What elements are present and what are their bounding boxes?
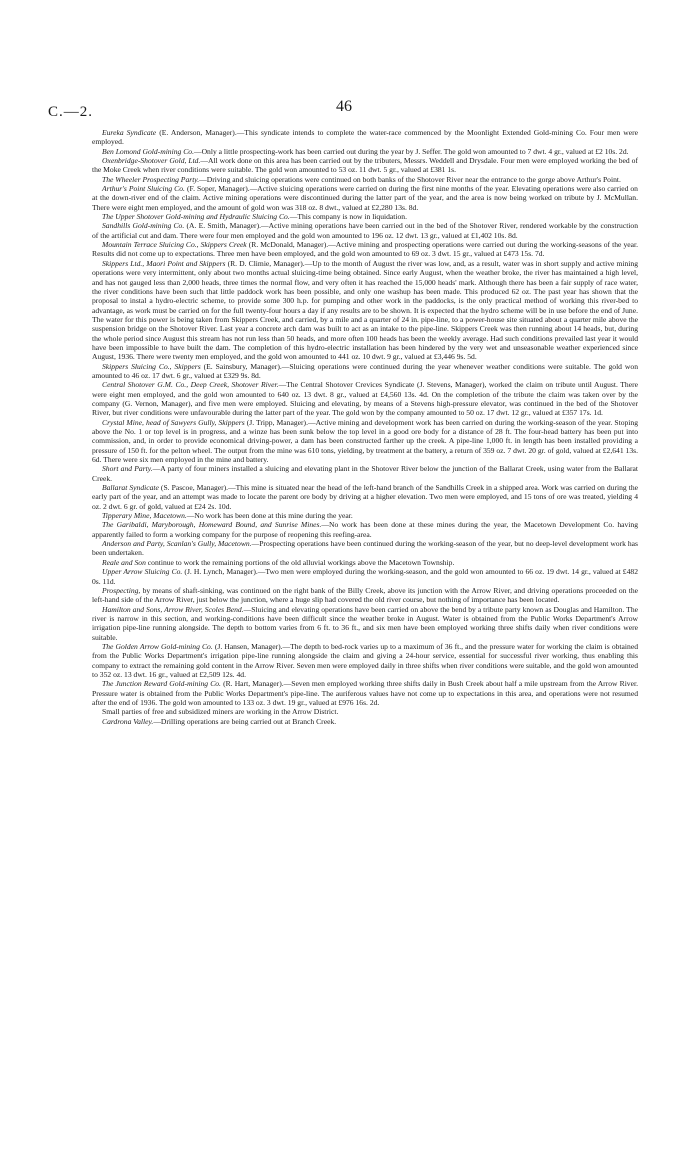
paragraph-text: —All work done on this area has been carried out by the tributers, Messrs. Weddell and Drysdale. Four men were employed working the bed of the Moke Creek when river conditions were suitable. The gold won amounted to 53 oz. 11 dwt. 5 gr., valued at £381 1s. xyxy=(92,156,638,175)
paragraph-text: Small parties of free and subsidized miners are working in the Arrow District. xyxy=(102,707,339,717)
paragraph xyxy=(92,567,638,586)
entity-name: Prospecting, xyxy=(102,585,141,595)
paragraph xyxy=(92,212,638,221)
paragraph-text: —No work has been done at these mines during the year, the Macetown Development Co. having apparently failed to form a working company for the purpose of reopening this reefing-area. xyxy=(92,520,639,539)
entity-name: Mountain Terrace Sluicing Co., Skippers Creek xyxy=(102,240,247,250)
paragraph xyxy=(92,156,638,175)
entity-name: The Golden Arrow Gold-mining Co. xyxy=(102,641,213,651)
paragraph xyxy=(92,464,638,483)
entity-name: Ben Lomond Gold-mining Co. xyxy=(102,146,194,156)
paragraph-text: —This company is now in liquidation. xyxy=(289,212,407,222)
paragraph-text: (E. Anderson, Manager).—This syndicate intends to complete the water-race commenced by the Moonlight Extended Gold-mining Co. Four men were employed. xyxy=(92,128,638,147)
entity-name: Eureka Syndicate xyxy=(102,128,157,137)
paragraph xyxy=(92,418,638,465)
paragraph xyxy=(92,483,638,511)
entity-name: The Wheeler Prospecting Party. xyxy=(102,174,200,184)
paragraph-text: (J. H. Lynch, Manager).—Two men were employed during the working-season, and the gold won amounted to 66 oz. 19 dwt. 14 gr., valued at £482 0s. 11d. xyxy=(92,567,638,586)
paragraph xyxy=(92,175,638,184)
entity-name: Reale and Son xyxy=(102,557,146,567)
paragraph-text: (A. E. Smith, Manager).—Active mining operations have been carried out in the bed of the Shotover River, rendered workable by the construction of the artificial cut and dam. There were four men employed and the gold won amounted to 196 oz. 12 dwt. 13 gr., valued at £1,402 10s. 8d. xyxy=(92,221,639,240)
paragraph xyxy=(92,240,638,259)
paragraph-text: (J. Hansen, Manager).—The depth to bed-rock varies up to a maximum of 36 ft., and the pressure water for working the claim is obtained from the Public Works Department's irrigation pipe-line running alongside the claim and giving a 24-hour service, essential for successful river working, thus enabling this company to extract the remaining gold content in the Arrow River. Seven men were employed daily in three shifts when river conditions were suitable, and the gold won amounted to 352 oz. 13 dwt. 16 gr., valued at £2,509 12s. 4d. xyxy=(92,641,638,679)
paragraph-text: by means of shaft-sinking, was continued on the right bank of the Billy Creek, above its junction with the Arrow River, and driving operations proceeded on the left-hand side of the Arrow River, just below the junction, where a huge slip had covered the old river course, but nothing of importance has been located. xyxy=(92,585,638,605)
paragraph-text: —Driving and sluicing operations were continued on both banks of the Shotover River near the entrance to the gorge above Arthur's Point. xyxy=(199,174,621,184)
paragraph xyxy=(92,147,638,156)
entity-name: Tipperary Mine, Macetown. xyxy=(102,511,187,521)
paragraph xyxy=(92,221,638,240)
paragraph-text: (R. Hart, Manager).—Seven men employed working three shifts daily in Bush Creek about half a mile upstream from the Arrow River. Pressure water is obtained from the Public Works Department's pipe-line. The auriferous values have not come up to expectations in this area, and operations were not resumed after the end of 1936. The gold won amounted to 133 oz. 3 dwt. 19 gr., valued at £976 16s. 2d. xyxy=(92,679,638,707)
paragraph xyxy=(92,259,638,362)
paragraph-text: (S. Pascoe, Manager).—This mine is situated near the head of the left-hand branch of the Sandhills Creek in a shipped area. Work was carried on during the early part of the year, and an attempt was made to locate the parent ore body by driving at a higher elevation. Two men were employed, and 15 tons of ore was treated, yielding 4 oz. 2 dwt. 6 gr. of gold, valued at £24 2s. 10d. xyxy=(92,483,639,511)
entity-name: Skippers Ltd., Maori Point and Skippers xyxy=(102,258,226,268)
paragraph-text: (R. McDonald, Manager).—Active mining and prospecting operations were carried out during the working-seasons of the year. Results did not come up to expectations. Three men have been employed, and the gold won amounted to 69 oz. 3 dwt. 15 gr., valued at £473 15s. 7d. xyxy=(92,240,638,259)
paragraph-text: —A party of four miners installed a sluicing and elevating plant in the Shotover River below the junction of the Ballarat Creek, using water from the Ballarat Creek. xyxy=(92,464,638,483)
entity-name: Ballarat Syndicate xyxy=(102,483,159,493)
paragraph xyxy=(92,558,638,567)
paragraph-text: (J. Tripp, Manager).—Active mining and development work has been carried on during the working-season of the year. Stoping above the No. 1 or top level is in progress, and a winze has been sunk below the top level in a good ore body for a distance of 28 ft. The four-head battery has been put into commission, and, in order to provide economical driving-power, a dam has been constructed farther up the creek. A pipe-line 1,000 ft. in length has been installed providing a pressure of 150 ft. for the pelton wheel. The output from the mine was 610 tons, yielding, by treatment at the battery, a return of 359 oz. 7 dwt. 20 gr. of gold, valued at £2,641 13s. 6d. There were six men employed in the mine and battery. xyxy=(92,417,638,465)
paragraph-text: —The Central Shotover Crevices Syndicate (J. Stevens, Manager), worked the claim on tribute until August. There were eight men employed, and the gold won amounted to 640 oz. 13 dwt. 8 gr., valued at £4,560 13s. 4d. On the completion of the tribute the claim was taken over by the company (G. Vernon, Manager), and five men were employed. Sluicing and elevating, by means of a Stevens high-pressure elevator, was continued in the bed of the Shotover River, but river conditions were unfavourable during the latter part of the year. The gold won by the company amounted to 50 oz. 17 dwt. 12 gr., valued at £357 17s. 1d. xyxy=(92,380,638,418)
paragraph xyxy=(92,707,638,716)
paragraph-text: (E. Sainsbury, Manager).—Sluicing operations were continued during the year whenever weather conditions were suitable. The gold won amounted to 46 oz. 17 dwt. 6 gr., valued at £329 9s. 8d. xyxy=(92,361,638,380)
paragraph-text: —Drilling operations are being carried out at Branch Creek. xyxy=(153,716,337,726)
entity-name: Central Shotover G.M. Co., Deep Creek, Shotover River. xyxy=(102,380,279,390)
entity-name: Sandhills Gold-mining Co. xyxy=(102,221,185,231)
report-body xyxy=(92,128,638,726)
paragraph xyxy=(92,717,638,726)
paragraph-text: —No work has been done at this mine during the year. xyxy=(186,511,353,521)
entity-name: Hamilton and Sons, Arrow River, Scoles Bend. xyxy=(102,604,244,614)
paragraph-text: (R. D. Climie, Manager).—Up to the month of August the river was low, and, as a result, water was in short supply and active mining operations were very intermittent, only about two months actual sluicing-time being obtained. Since early August, when the weather broke, the river has maintained a high level, and has not gauged less than 2,000 heads, three times the normal flow, and very often it has reached the 15,000 heads' mark. Although there has been a fair supply of race water, the river conditions have been such that little paddock work has been possible, and only one washup has been made. This produced 62 oz. The past year has shown that the proposal to instal a hydro-electric scheme, to provide some 300 h.p. for pumping and other work in the paddocks, is the only practical method of working this river-bed to advantage, as work must be carried on for the full twenty-four hours a day if any results are to be shown. It is expected that the hydro scheme will be in use before the end of June. The water for this power is being taken from Skippers Creek, and carried, by a mile and a quarter of 24 in. pipe-line, to a power-house site situated about a quarter mile above the suspension bridge on the Shotover River. Last year a concrete arch dam was built to act as an intake to the pipe-line. Skippers Creek was then running about 14 heads, but, during the whole period since August this stream has not run less than 50 heads, and more often 100 heads has been the weekly average. Had such conditions prevailed last year it would have been impossible to have built the dam. The completion of this hydro-electric installation has been hindered by the very wet and unseasonable weather experienced since August, 1936. There were twenty men employed, and the gold won amounted to 441 oz. 10 dwt. 9 gr., valued at £3,446 9s. 5d. xyxy=(92,258,638,362)
paragraph xyxy=(92,642,638,679)
paragraph xyxy=(92,184,638,212)
paragraph xyxy=(92,128,638,147)
paragraph-text: (F. Soper, Manager).—Active sluicing operations were carried on during the first nine months of the year. Elevating operations were also carried on at the down-river end of the claim. Active mining operations were discontinued during the latter part of the year, and the area is now being worked on tribute by J. McMullan. There were eight men employed, and the amount of gold won was 318 oz. 8 dwt., valued at £2,280 13s. 8d. xyxy=(92,184,638,212)
entity-name: Oxenbridge-Shotover Gold, Ltd. xyxy=(102,156,201,166)
paragraph-text: —Prospecting operations have been continued during the working-season of the year, but no deep-level development work has been undertaken. xyxy=(92,539,639,558)
entity-name: The Junction Reward Gold-mining Co. xyxy=(102,679,221,689)
entity-name: Arthur's Point Sluicing Co. xyxy=(102,184,185,194)
entity-name: The Upper Shotover Gold-mining and Hydraulic Sluicing Co. xyxy=(102,212,290,222)
paragraph xyxy=(92,539,638,558)
entity-name: Short and Party. xyxy=(102,464,153,474)
paragraph xyxy=(92,679,638,707)
entity-name: Anderson and Party, Scanlan's Gully, Macetown. xyxy=(102,539,252,549)
entity-name: The Garibaldi, Maryborough, Homeward Bound, and Sunrise Mines. xyxy=(102,520,322,530)
paragraph xyxy=(92,586,638,605)
paragraph xyxy=(92,362,638,381)
paragraph xyxy=(92,605,638,642)
report-code: C.—2. xyxy=(48,104,94,120)
entity-name: Upper Arrow Sluicing Co. xyxy=(102,567,183,577)
page-number: 46 xyxy=(336,98,352,115)
paragraph-text: —Sluicing and elevating operations have been carried on above the bend by a tribute party known as Douglas and Hamilton. The river is narrow in this section, and working-conditions have been difficult since the weather broke in August. Water is obtained from the Public Works Department's Arrow irrigation pipe-line running alongside. The depth to bottom varies from 6 ft. to 36 ft., and six men have been employed working three shifts daily when river conditions were suitable. xyxy=(92,604,638,642)
entity-name: Skippers Sluicing Co., Skippers xyxy=(102,361,201,371)
paragraph xyxy=(92,511,638,520)
paragraph-text: —Only a little prospecting-work has been carried out during the year by J. Seffer. The gold won amounted to 7 dwt. 4 gr., valued at £2 10s. 2d. xyxy=(193,146,629,156)
entity-name: Crystal Mine, head of Sawyers Gully, Skippers xyxy=(102,417,245,427)
paragraph xyxy=(92,380,638,417)
entity-name: Cardrona Valley. xyxy=(102,716,154,726)
paragraph-text: continue to work the remaining portions of the old alluvial workings above the Macetown Township. xyxy=(145,557,455,567)
paragraph xyxy=(92,520,638,539)
